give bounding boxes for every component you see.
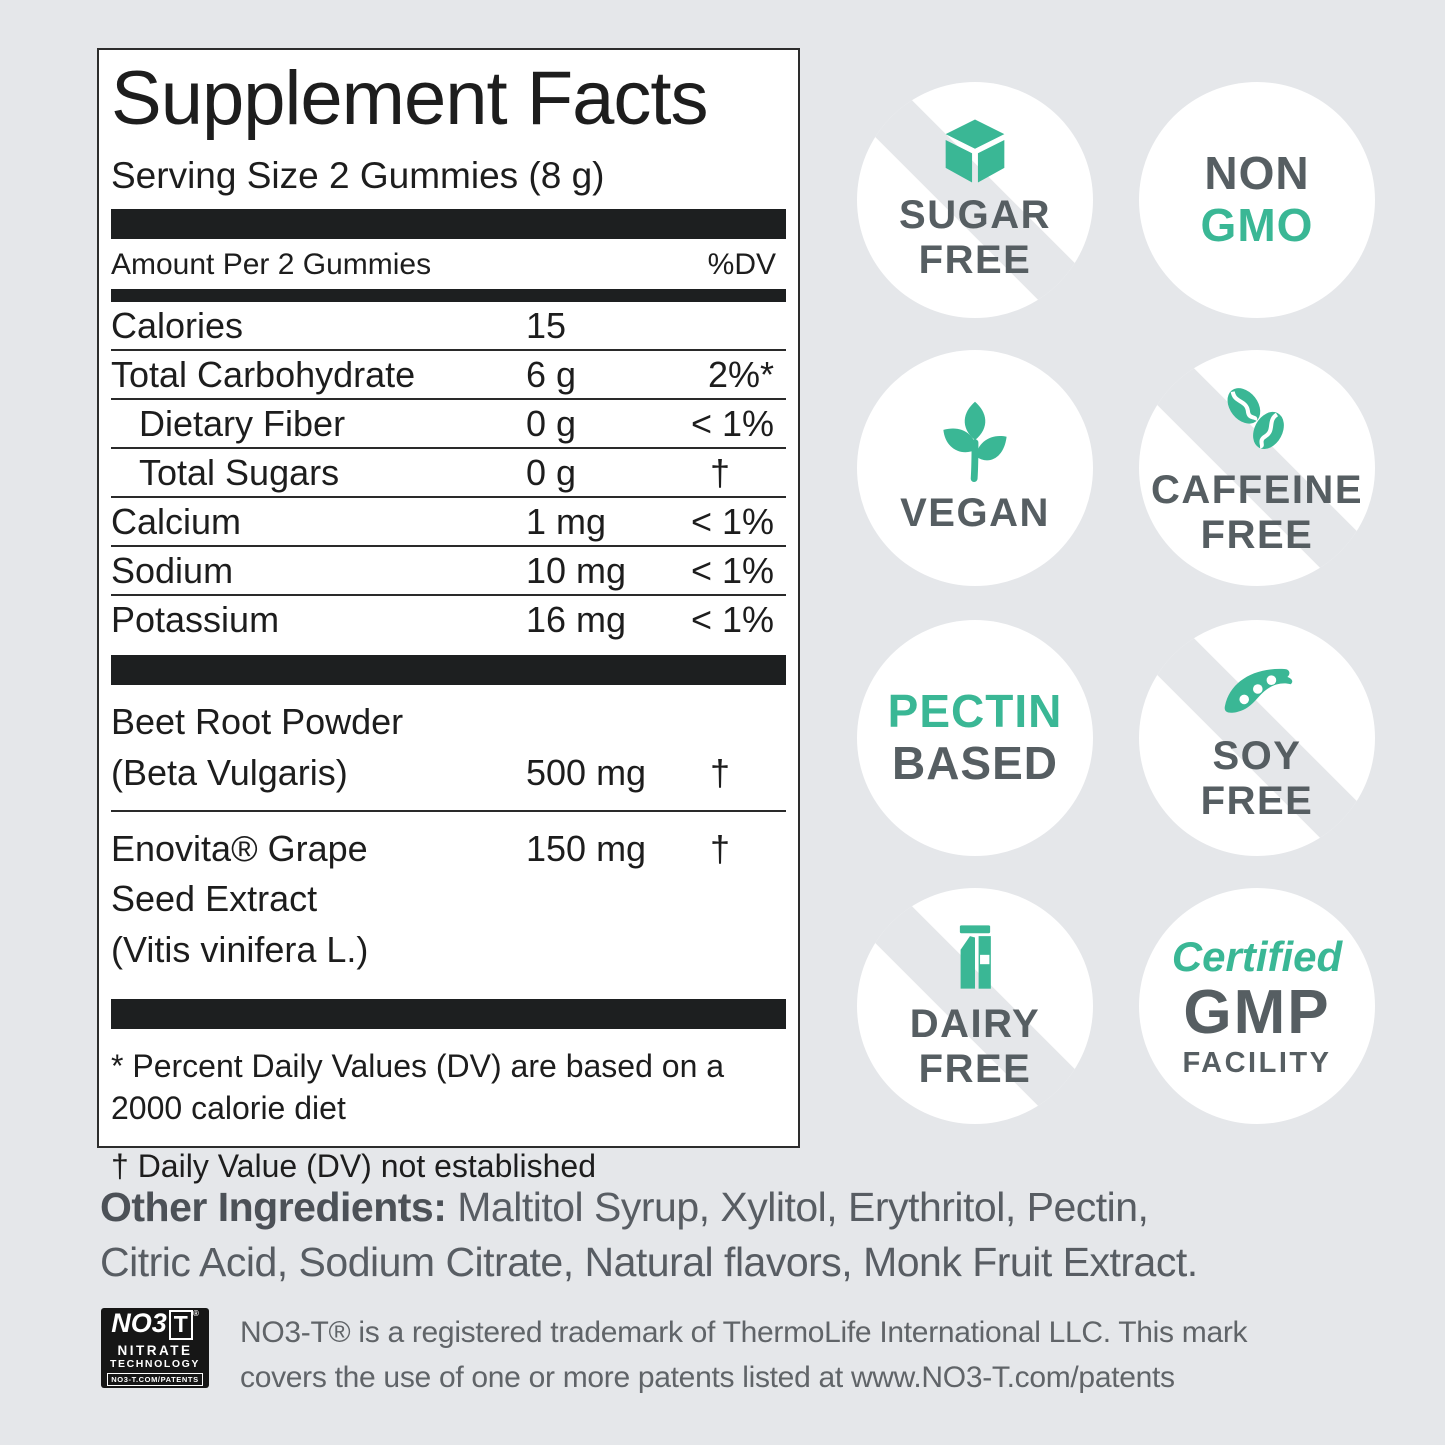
nutrient-amount: 10 mg [526, 549, 627, 591]
divider-bar-thick [111, 209, 786, 239]
badge-content [888, 686, 1063, 789]
badge-label: DAIRY [909, 1001, 1041, 1046]
botanical-dv: † [709, 827, 731, 869]
nutrient-dv: † [709, 451, 731, 493]
badge-gmp-facility [1139, 888, 1375, 1124]
badge-pectin-based [857, 620, 1093, 856]
badge-label: GMO [1200, 199, 1314, 251]
table-row [111, 810, 786, 987]
badge-content [1201, 653, 1314, 824]
no3t-brand-text: NO3 [111, 1308, 167, 1339]
badge-soy-free [1139, 620, 1375, 856]
serving-size: Serving Size 2 Gummies (8 g) [111, 155, 605, 197]
panel-title: Supplement Facts [111, 56, 708, 141]
no3t-nitrate: NITRATE [117, 1342, 193, 1358]
no3t-patents-url: NO3-T.COM/PATENTS [107, 1373, 202, 1386]
other-ingredients-text: Maltitol Syrup, Xylitol, Erythritol, Pectin, Citric Acid, Sodium Citrate, Natural flavors, Monk Fruit Extract. [100, 1184, 1198, 1285]
table-row [111, 496, 786, 545]
nutrient-label: Total Carbohydrate [111, 353, 416, 395]
badge-label: GMP [1183, 977, 1331, 1047]
table-row [111, 545, 786, 594]
badge-content [899, 118, 1051, 283]
amount-header: Amount Per 2 Gummies [111, 248, 432, 282]
botanical-table [111, 685, 786, 987]
nutrient-amount: 16 mg [526, 598, 627, 640]
nutrient-dv: 2%* [707, 353, 774, 395]
botanical-label: Enovita® Grape Seed Extract (Vitis vinifera L.) [111, 827, 369, 970]
badge-content [1151, 379, 1363, 558]
no3t-brand [111, 1310, 199, 1339]
registered-mark: ® [192, 1309, 199, 1319]
badge-vegan [857, 350, 1093, 586]
botanical-amount: 500 mg [526, 751, 647, 793]
plant-icon [932, 400, 1018, 482]
footnote: * Percent Daily Values (DV) are based on a 2000 calorie diet [111, 1048, 725, 1126]
nutrient-dv: < 1% [690, 549, 774, 591]
badge-label: FREE [918, 1046, 1032, 1091]
badge-label: Certified [1171, 932, 1343, 980]
nutrient-label: Total Sugars [139, 451, 340, 493]
dv-header: %DV [707, 248, 776, 282]
no3t-logo [101, 1308, 209, 1388]
botanical-dv: † [709, 751, 731, 793]
table-row [111, 349, 786, 398]
nutrient-label: Calories [111, 304, 244, 346]
badge-content [1172, 933, 1342, 1080]
footnotes [111, 1046, 786, 1188]
other-ingredients [100, 1180, 1390, 1289]
nutrient-dv: < 1% [690, 402, 774, 444]
supplement-facts-panel [97, 48, 800, 1185]
other-ingredients-label: Other Ingredients: [100, 1184, 447, 1230]
divider-bar-thin [111, 289, 786, 302]
badge-non-gmo [1139, 82, 1375, 318]
nutrient-dv: < 1% [690, 598, 774, 640]
sugar-cube-icon [938, 118, 1012, 184]
badge-content [900, 400, 1050, 536]
table-header-row [111, 239, 786, 289]
badge-label: FREE [1200, 778, 1314, 823]
trademark-note: NO3-T® is a registered trademark of ThermoLife International LLC. This mark covers the use of one or more patents listed at www.NO3-T.com/patents [240, 1316, 1248, 1394]
badge-label: BASED [891, 737, 1059, 789]
nutrient-label: Dietary Fiber [139, 402, 346, 444]
badge-label: VEGAN [900, 491, 1050, 536]
badge-sugar-free [857, 82, 1093, 318]
nutrient-label: Calcium [111, 500, 242, 542]
botanical-label: Beet Root Powder (Beta Vulgaris) [111, 701, 404, 793]
badge-label: CAFFEINE [1151, 467, 1363, 512]
pea-pod-icon [1217, 653, 1297, 725]
divider-bar-thick [111, 655, 786, 685]
no3t-technology: TECHNOLOGY [109, 1357, 201, 1370]
footnote: † Daily Value (DV) not established [111, 1148, 596, 1185]
milk-carton-icon [939, 921, 1011, 993]
badge-label: SOY [1212, 733, 1302, 778]
table-row [111, 685, 786, 810]
nutrient-amount: 0 g [526, 451, 577, 493]
nutrient-amount: 6 g [526, 353, 577, 395]
nutrient-label: Sodium [111, 549, 234, 591]
table-row [111, 398, 786, 447]
badge-content [910, 921, 1040, 1092]
badge-label: FACILITY [1182, 1046, 1332, 1079]
badge-label: FREE [1200, 512, 1314, 557]
nutrient-label: Potassium [111, 598, 280, 640]
divider-bar-thick [111, 999, 786, 1029]
botanical-amount: 150 mg [526, 827, 647, 869]
badge-content [1201, 148, 1314, 251]
table-row [111, 302, 786, 349]
badge-label: FREE [918, 237, 1032, 282]
nutrient-table [111, 302, 786, 643]
badge-caffeine-free [1139, 350, 1375, 586]
table-row [111, 447, 786, 496]
badge-label: NON [1204, 147, 1310, 200]
nutrient-amount: 0 g [526, 402, 577, 444]
no3t-boxed-t: T [169, 1310, 193, 1339]
table-row [111, 594, 786, 643]
badge-dairy-free [857, 888, 1093, 1124]
nutrient-amount: 1 mg [526, 500, 607, 542]
badge-label: SUGAR [899, 192, 1051, 237]
nutrient-dv: < 1% [690, 500, 774, 542]
coffee-beans-icon [1216, 379, 1298, 459]
badge-label: PECTIN [887, 685, 1063, 738]
nutrient-amount: 15 [526, 304, 567, 346]
